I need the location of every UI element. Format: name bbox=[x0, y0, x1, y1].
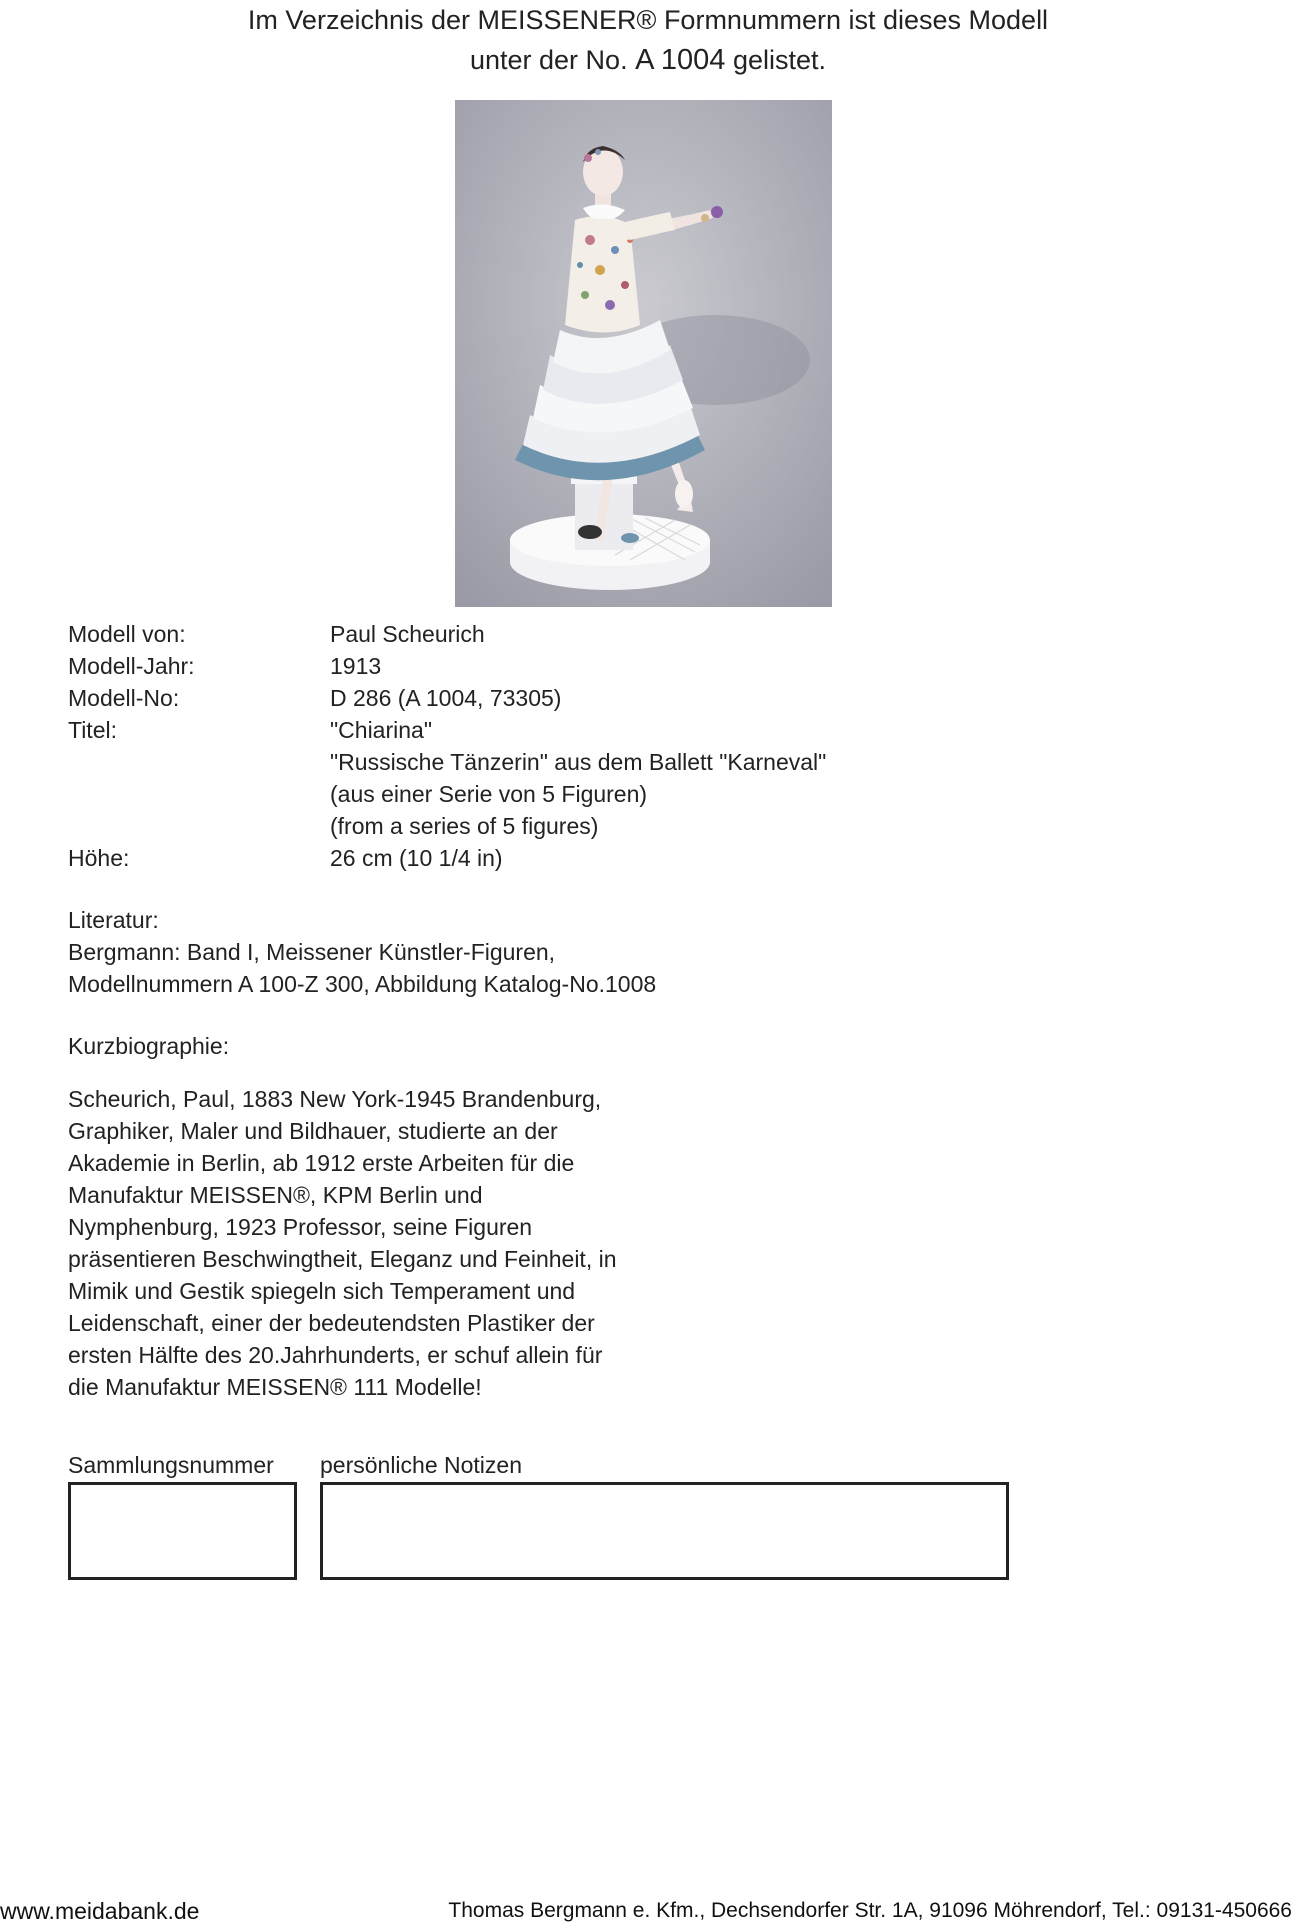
kurzbiographie-text bbox=[68, 1083, 688, 1403]
literatur-line-2: Modellnummern A 100-Z 300, Abbildung Katalog-No.1008 bbox=[68, 971, 657, 997]
bio-line: Manufaktur MEISSEN®, KPM Berlin und bbox=[68, 1182, 483, 1208]
bio-line: die Manufaktur MEISSEN® 111 Modelle! bbox=[68, 1374, 482, 1400]
row-hoehe bbox=[68, 842, 826, 874]
row-titel bbox=[68, 714, 826, 746]
notizen-label: persönliche Notizen bbox=[320, 1452, 523, 1478]
bio-line: Mimik und Gestik spiegeln sich Temperament und bbox=[68, 1278, 576, 1304]
header-prefix: unter der No. bbox=[469, 45, 628, 75]
header-model-number: A 1004 bbox=[635, 44, 726, 76]
titel-line: (from a series of 5 figures) bbox=[330, 813, 599, 839]
figurine-photo bbox=[455, 100, 832, 607]
bio-line: Graphiker, Maler und Bildhauer, studierte an der bbox=[68, 1118, 558, 1144]
modell-jahr-value: 1913 bbox=[330, 653, 382, 679]
modell-jahr-label: Modell-Jahr: bbox=[68, 653, 195, 679]
literatur-line-1: Bergmann: Band I, Meissener Künstler-Figuren, bbox=[68, 939, 556, 965]
bio-line: Akademie in Berlin, ab 1912 erste Arbeiten für die bbox=[68, 1150, 575, 1176]
titel-line: "Russische Tänzerin" aus dem Ballett "Karneval" bbox=[330, 749, 827, 775]
bio-line: präsentieren Beschwingtheit, Eleganz und Feinheit, in bbox=[68, 1246, 617, 1272]
modell-von-value: Paul Scheurich bbox=[330, 621, 485, 647]
header-suffix: gelistet. bbox=[732, 45, 826, 75]
row-modell-no bbox=[68, 682, 826, 714]
hoehe-value: 26 cm (10 1/4 in) bbox=[330, 845, 503, 871]
header-line-2 bbox=[0, 42, 1296, 79]
modell-von-label: Modell von: bbox=[68, 621, 186, 647]
modell-no-value: D 286 (A 1004, 73305) bbox=[330, 685, 562, 711]
titel-line: (aus einer Serie von 5 Figuren) bbox=[330, 781, 648, 807]
footer-address: Thomas Bergmann e. Kfm., Dechsendorfer Str. 1A, 91096 Möhrendorf, Tel.: 09131-450666 bbox=[448, 1899, 1292, 1922]
sammlungsnummer-label: Sammlungsnummer bbox=[68, 1452, 274, 1478]
bio-line: Leidenschaft, einer der bedeutendsten Plastiker der bbox=[68, 1310, 595, 1336]
bio-line: ersten Hälfte des 20.Jahrhunderts, er schuf allein für bbox=[68, 1342, 603, 1368]
titel-label: Titel: bbox=[68, 717, 117, 743]
sammlungsnummer-field[interactable] bbox=[68, 1482, 297, 1580]
bio-line: Nymphenburg, 1923 Professor, seine Figuren bbox=[68, 1214, 533, 1240]
bio-line: Scheurich, Paul, 1883 New York-1945 Brandenburg, bbox=[68, 1086, 602, 1112]
figurine-illustration bbox=[455, 100, 832, 607]
kurzbiographie-title: Kurzbiographie: bbox=[68, 1033, 230, 1059]
header-line-1: Im Verzeichnis der MEISSENER® Formnummern ist dieses Modell bbox=[247, 5, 1049, 35]
titel-description bbox=[68, 746, 826, 842]
model-details bbox=[68, 618, 826, 874]
hoehe-label: Höhe: bbox=[68, 845, 130, 871]
titel-value: "Chiarina" bbox=[330, 717, 432, 743]
literatur-title: Literatur: bbox=[68, 907, 159, 933]
page-header bbox=[0, 0, 1296, 79]
notizen-field[interactable] bbox=[320, 1482, 1009, 1580]
literatur-section bbox=[68, 904, 656, 1000]
row-modell-von bbox=[68, 618, 826, 650]
footer-website[interactable]: www.meidabank.de bbox=[0, 1898, 200, 1924]
row-modell-jahr bbox=[68, 650, 826, 682]
modell-no-label: Modell-No: bbox=[68, 685, 180, 711]
